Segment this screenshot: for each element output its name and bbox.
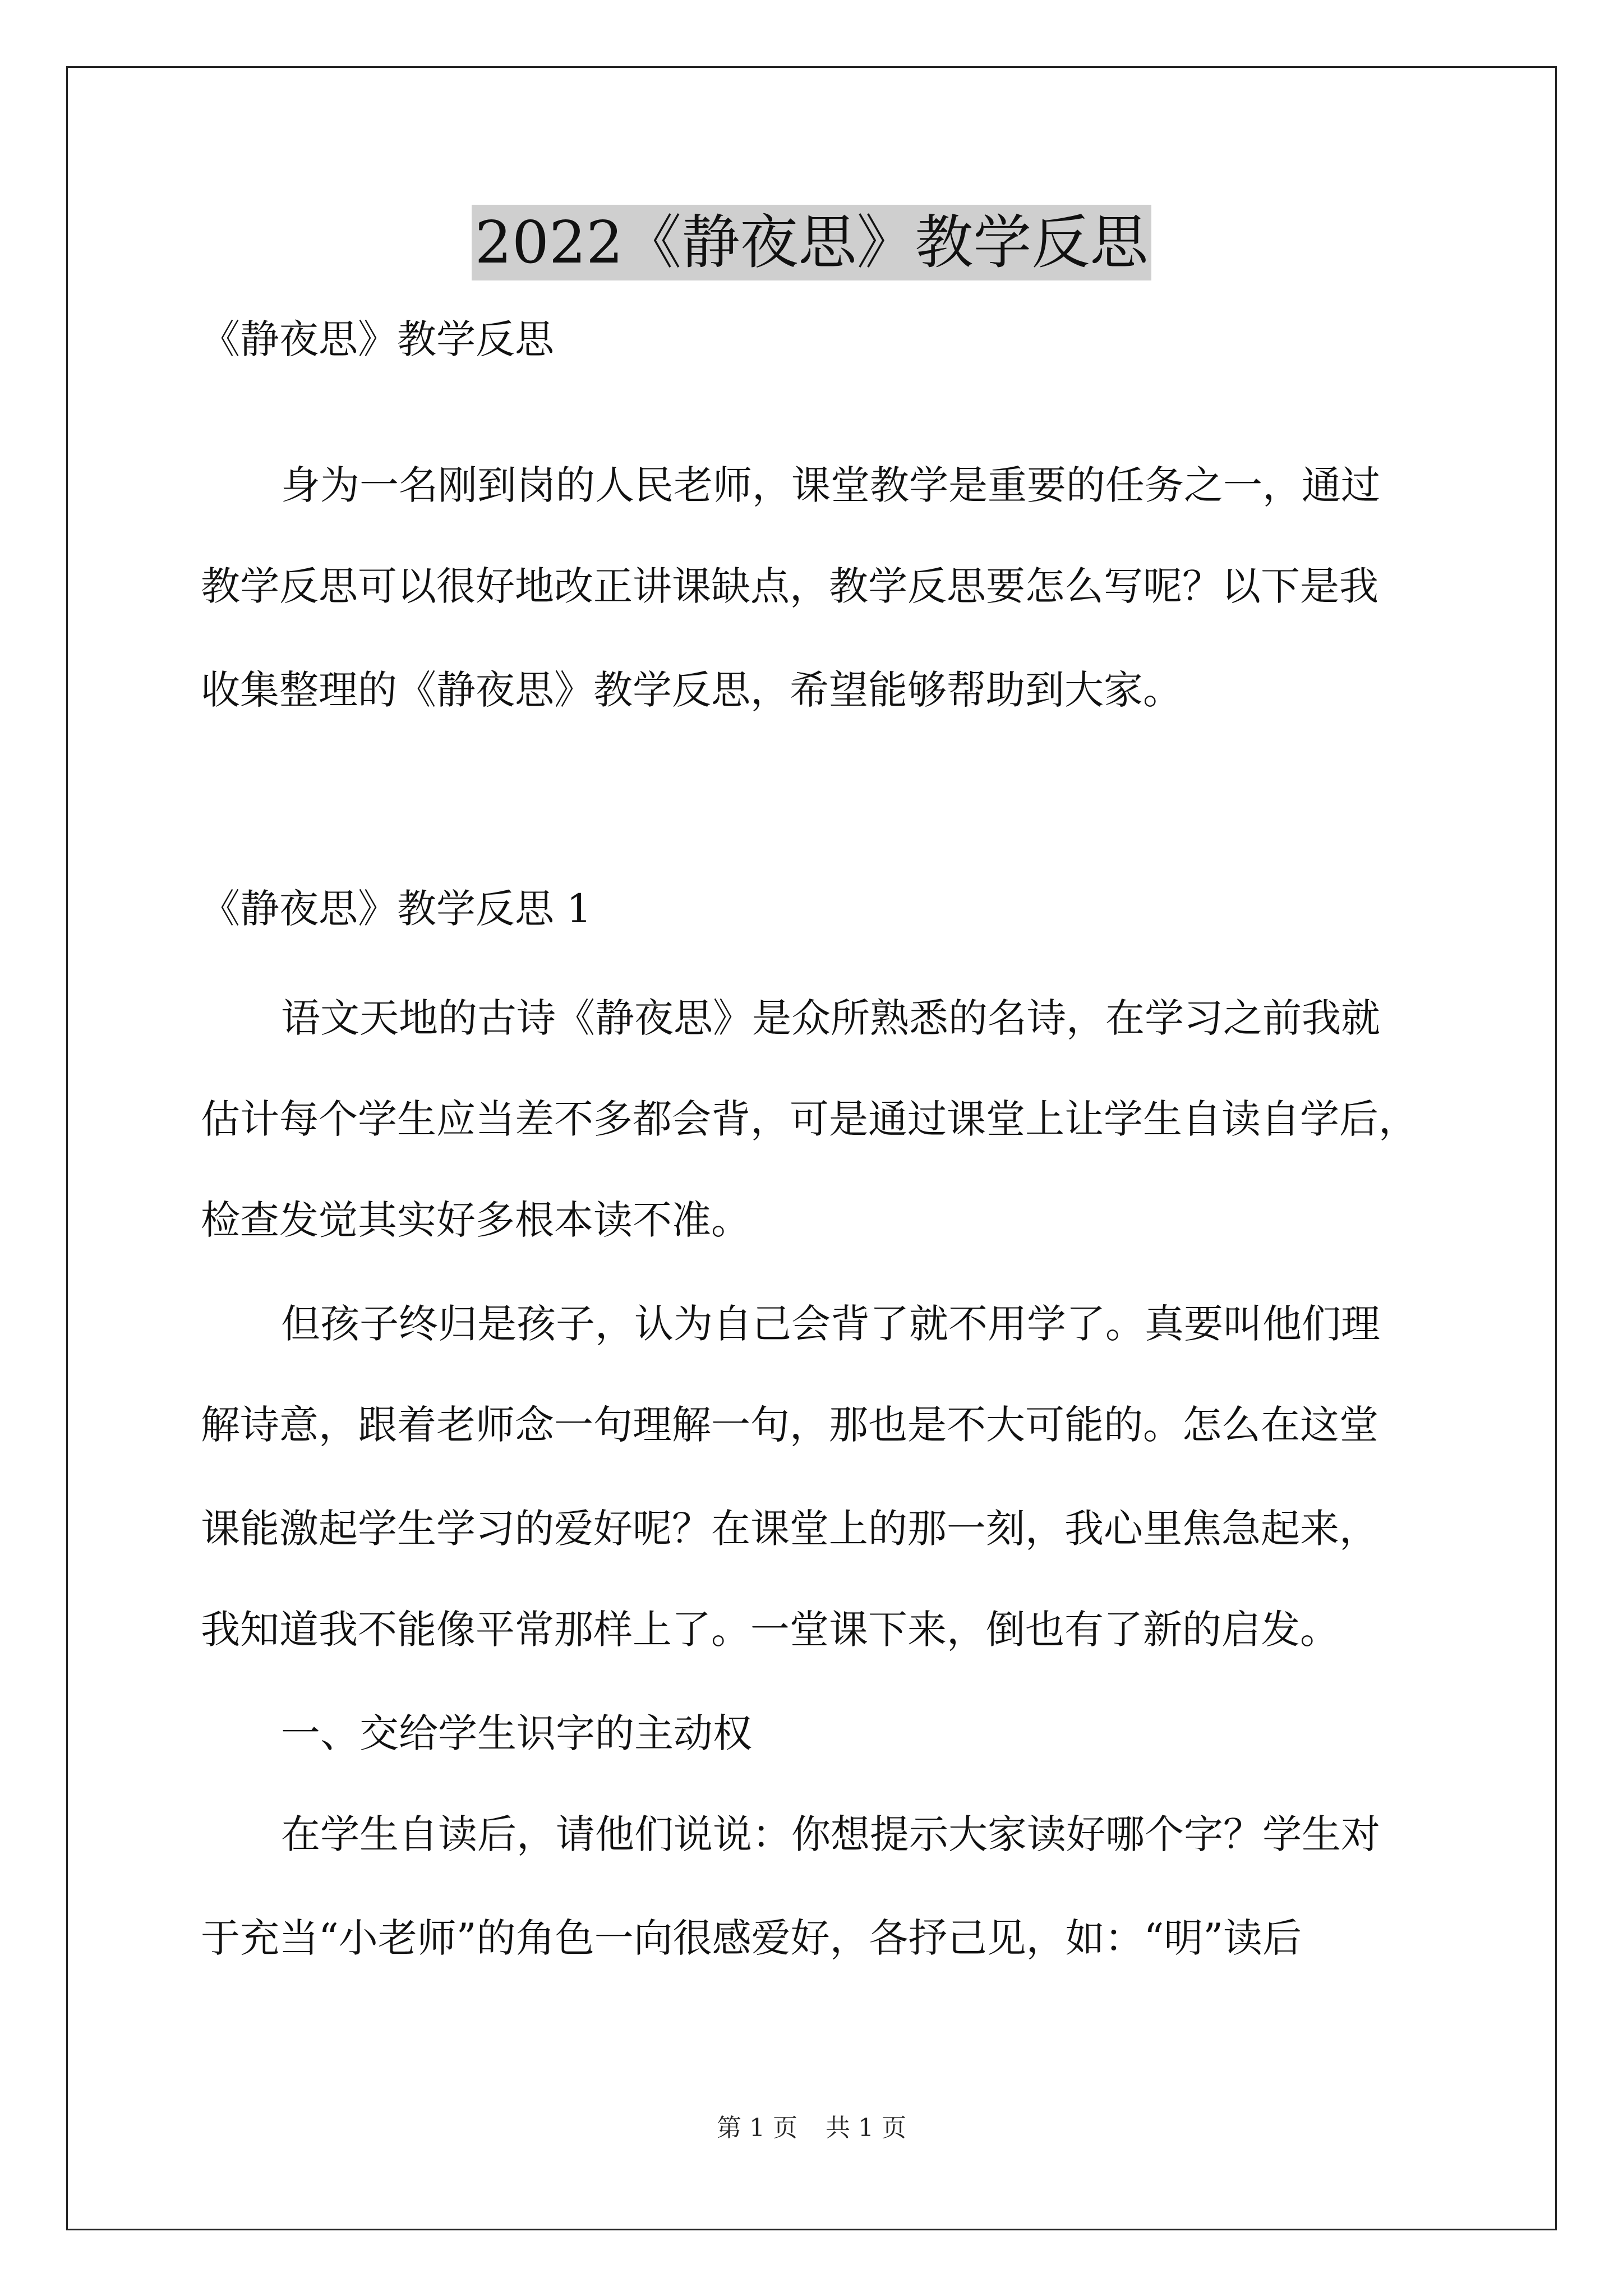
paragraph-line: 检查发觉其实好多根本读不准。	[201, 1197, 750, 1243]
title-container	[0, 205, 1623, 280]
paragraph-line: 于充当“小老师”的角色一向很感爱好，各抒己见，如：“明”读后	[201, 1915, 1302, 1961]
page-number: 第 1 页	[717, 2114, 797, 2142]
paragraph-line: 语文天地的古诗《静夜思》是众所熟悉的名诗，在学习之前我就	[281, 995, 1380, 1041]
page-footer	[0, 2111, 1623, 2145]
section-heading: 《静夜思》教学反思 1	[201, 886, 592, 932]
paragraph-line: 教学反思可以很好地改正讲课缺点，教学反思要怎么写呢？以下是我	[201, 563, 1378, 609]
document-title: 2022《静夜思》教学反思	[472, 205, 1152, 280]
paragraph-line: 收集整理的《静夜思》教学反思，希望能够帮助到大家。	[201, 667, 1182, 713]
sub-heading: 一、交给学生识字的主动权	[281, 1710, 752, 1756]
paragraph-line: 估计每个学生应当差不多都会背，可是通过课堂上让学生自读自学后，	[201, 1096, 1418, 1142]
paragraph-line: 但孩子终归是孩子，认为自己会背了就不用学了。真要叫他们理	[281, 1301, 1380, 1347]
page-border	[66, 66, 1557, 2230]
paragraph-line: 我知道我不能像平常那样上了。一堂课下来，倒也有了新的启发。	[201, 1607, 1339, 1653]
section-heading: 《静夜思》教学反思	[201, 316, 554, 362]
page-total: 共 1 页	[826, 2114, 906, 2142]
paragraph-line: 课能激起学生学习的爱好呢？在课堂上的那一刻，我心里焦急起来，	[201, 1506, 1378, 1552]
paragraph-line: 身为一名刚到岗的人民老师，课堂教学是重要的任务之一，通过	[281, 462, 1380, 508]
paragraph-line: 在学生自读后，请他们说说：你想提示大家读好哪个字？学生对	[281, 1811, 1380, 1857]
paragraph-line: 解诗意，跟着老师念一句理解一句，那也是不大可能的。怎么在这堂	[201, 1402, 1378, 1448]
